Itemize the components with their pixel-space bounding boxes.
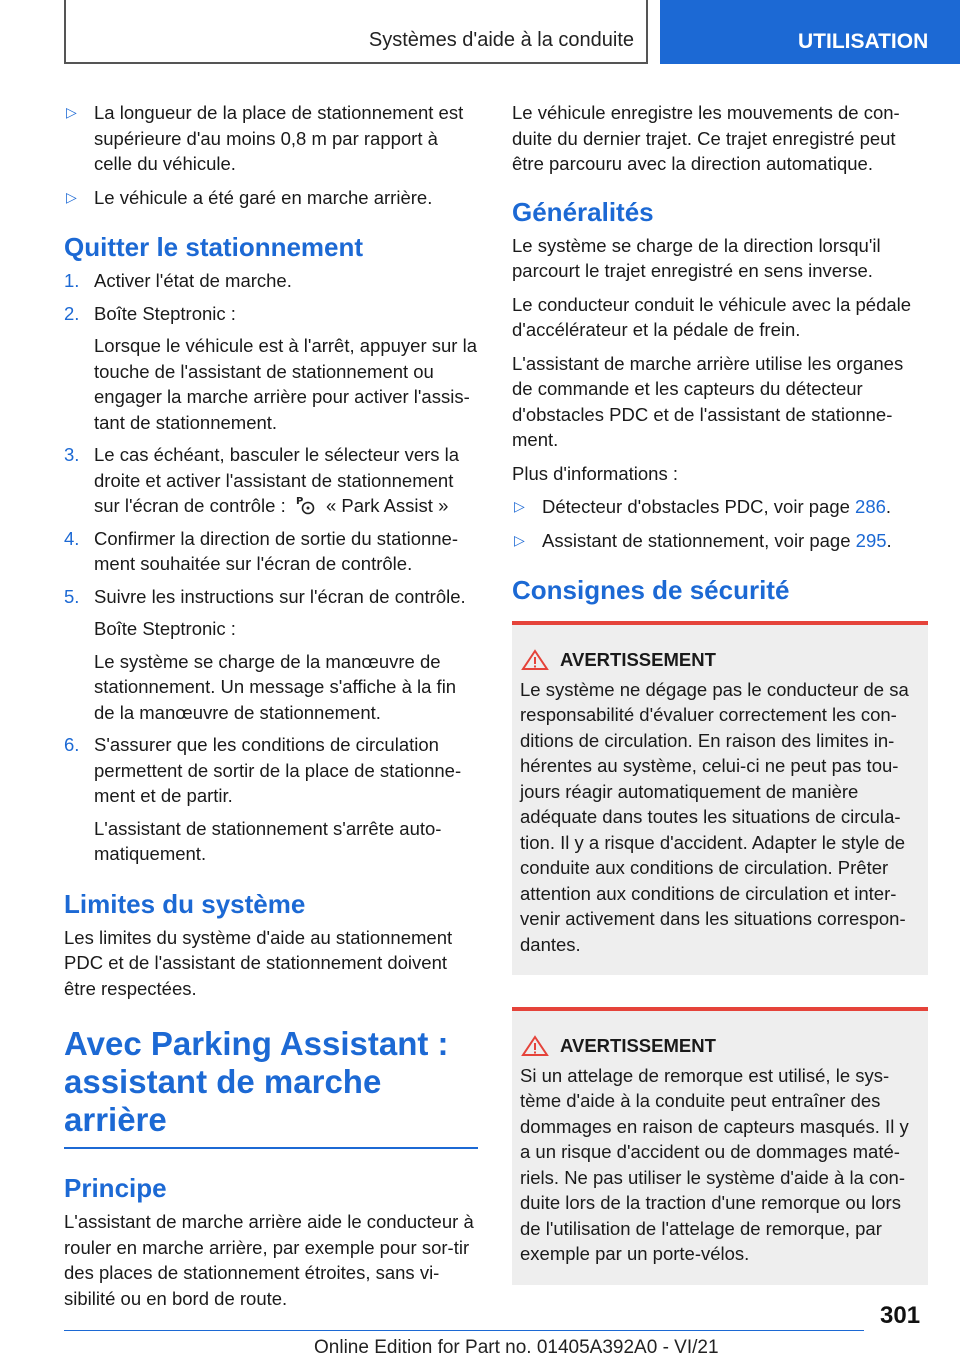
step-4: 4. Confirmer la direction de sortie du stationne-ment souhaitée sur l'écran de contrôle. [64,527,459,574]
step-2: 2. Boîte Steptronic : [64,302,236,324]
reference-item: ▷ Détecteur d'obstacles PDC, voir page 286. [512,494,928,520]
warning-header: AVERTISSEMENT [520,1033,920,1059]
footer-edition: Online Edition for Part no. 01405A392A0 - VI/21 [314,1337,719,1358]
principe-text: L'assistant de marche arrière aide le conducteur à rouler en marche arrière, par exemple pour sor-tir des places de stationnement étroites, sans vi-sibilité ou en bord de route. [64,1211,474,1309]
bullet-item: ▷ La longueur de la place de stationnement est supérieure d'au moins 0,8 m par rapport à celle du véhicule. [66,102,464,174]
step-6: 6. S'assurer que les conditions de circulation permettent de sortir de la place de stationne-ment et de partir. [64,734,462,806]
step-6-detail: L'assistant de stationnement s'arrête auto-matiquement. [94,817,442,864]
main-heading: Avec Parking Assistant : assistant de marche arrière [64,1025,478,1149]
triangle-right-icon: ▷ [66,104,77,120]
page-link-286[interactable]: 286 [855,496,886,517]
section-heading-principe: Principe [64,1173,167,1203]
right-column [512,100,928,1285]
footer-divider [64,1330,864,1331]
section-heading-quitter: Quitter le stationnement [64,232,364,262]
warning-box-2 [512,1007,928,1285]
reference-item: ▷ Assistant de stationnement, voir page 295. [512,528,928,554]
chapter-title: Systèmes d'aide à la conduite [368,29,634,51]
page-link-295[interactable]: 295 [855,529,887,551]
page-number: 301 [880,1302,921,1329]
step-5-detail-2: Le système se charge de la manœuvre de stationnement. Un message s'affiche à la fin de la manœuvre de stationnement. [94,650,457,723]
section-heading-consignes: Consignes de sécurité [512,575,790,605]
warning-triangle-icon [520,1035,550,1057]
triangle-right-icon: ▷ [514,498,525,514]
step-3: 3. Le cas échéant, basculer le sélecteur vers la droite et activer l'assistant de stationnement sur l'écran de contrôle : P « Park Assist » [64,444,460,516]
step-5: 5. Suivre les instructions sur l'écran de contrôle. [64,585,466,607]
warning-header: AVERTISSEMENT [520,647,920,673]
section-tab-label: UTILISATION [798,30,929,53]
header-chapter-box [64,0,648,64]
limites-text: Les limites du système d'aide au stationnement PDC et de l'assistant de stationnement doivent être respectées. [64,926,453,999]
warning-text: Si un attelage de remorque est utilisé, le sys-tème d'aide à la conduite peut entraîner des dommages en raison de capteurs masqués. Il y a un risque d'accident ou de dommages maté-riels. Ne pas utiliser le système d'aide à la con-duite lors de la traction d'une remorque ou lors de l'utilisation de l'attelage de remorque, par exemple par un porte-vélos. [520,1064,909,1264]
triangle-right-icon: ▷ [66,188,77,205]
park-assist-icon [295,495,317,515]
section-heading-generalites: Généralités [512,196,654,227]
generalites-p4: Plus d'informations : [512,462,678,484]
triangle-right-icon: ▷ [514,531,525,548]
generalites-p1: Le système se charge de la direction lorsqu'il parcourt le trajet enregistré en sens inverse. [512,234,881,281]
warning-box-1 [512,621,928,975]
left-column [64,100,478,1319]
section-heading-limites: Limites du système [64,888,306,919]
svg-text:P: P [295,496,304,507]
bullet-item: ▷ Le véhicule a été garé en marche arrière. [64,185,478,211]
intro-text: Le véhicule enregistre les mouvements de con-duite du dernier trajet. Ce trajet enregistré peut être parcouru avec la direction automatique. [512,102,900,174]
step-1: 1. Activer l'état de marche. [64,270,292,291]
step-2-detail: Lorsque le véhicule est à l'arrêt, appuyer sur la touche de l'assistant de stationnement ou engager la marche arrière pour activer l'assis-tant de stationnement. [94,335,477,433]
step-5-detail-1: Boîte Steptronic : [94,618,236,639]
warning-text: Le système ne dégage pas le conducteur de sa responsabilité d'évaluer correctement les con-ditions de circulation. En raison des limites in-hérentes au système, celui-ci ne peut pas tou-jours réagir automatiquement de manière adéquate dans toutes les situations de circula-tion. Il y a risque d'accident. Adapter le style de conduite aux conditions de circulation. Prêter attention aux conditions de circulation et inter-venir activement dans les situations correspon-dantes. [520,678,909,955]
section-tab [660,0,960,64]
warning-triangle-icon [520,649,550,671]
generalites-p3: L'assistant de marche arrière utilise les organes de commande et les capteurs du détecteur d'obstacles PDC et de l'assistant de stationne-ment. [512,352,904,450]
generalites-p2: Le conducteur conduit le véhicule avec la pédale d'accélérateur et la pédale de frein. [512,293,912,340]
